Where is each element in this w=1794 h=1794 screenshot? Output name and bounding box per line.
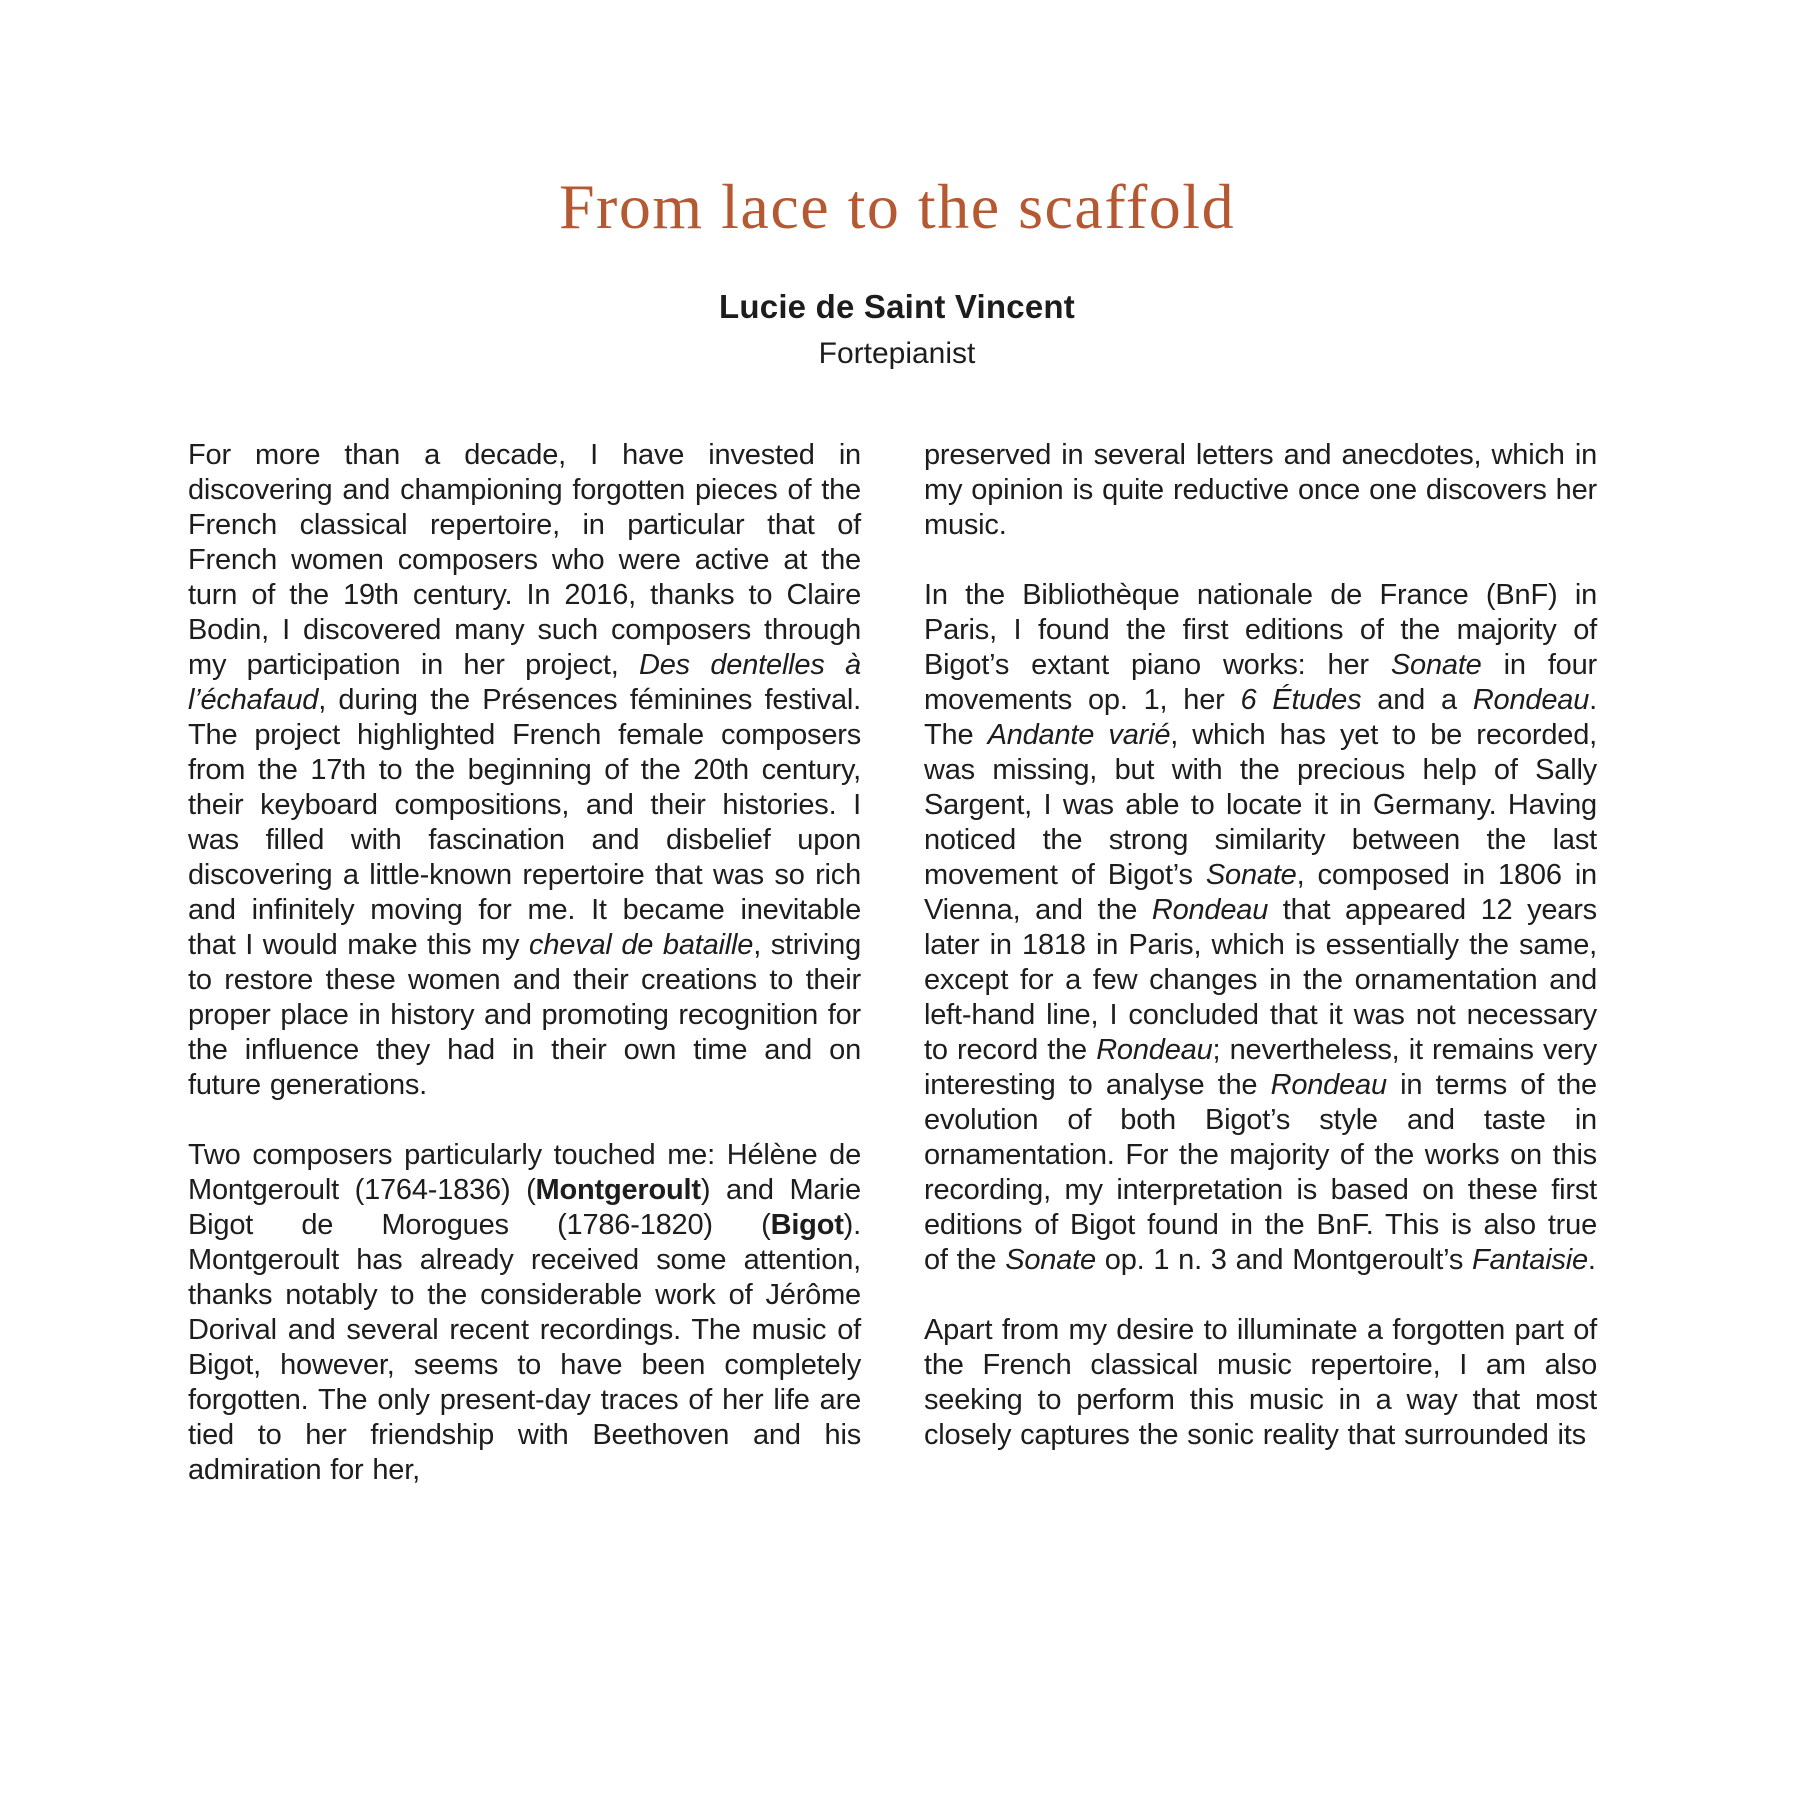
text-run: .: [1587, 1244, 1596, 1276]
text-run: Des dentelles à l’échafaud: [188, 649, 861, 716]
text-run: , during the Présences féminines festival. The project highlighted French female composers from the 17th to the beginning of the 20th century, their keyboard compositions, and their histories. I was filled with fascination and disbelief upon discovering a little-known repertoire that was so rich and infinitely moving for me. It became inevitable that I would make this my: [188, 684, 861, 961]
text-run: Montgeroult: [535, 1174, 701, 1206]
text-run: Sonate: [1205, 859, 1297, 891]
text-run: that appeared 12 years later in 1818 in Paris, which is essentially the same, except for a few changes in the ornamentation and left-hand line, I concluded that it was not necessary to record the: [924, 894, 1597, 1066]
text-run: preserved in several letters and anecdotes, which in my opinion is quite reductive once one discovers her music.: [924, 439, 1597, 541]
text-run: in four movements op. 1, her: [924, 649, 1597, 716]
text-run: Sonate: [1390, 649, 1482, 681]
text-run: 6 Études: [1240, 684, 1362, 716]
text-run: Rondeau: [1151, 894, 1269, 926]
text-run: , striving to restore these women and their creations to their proper place in history and promoting recognition for the influence they had in their own time and on future generations.: [188, 929, 862, 1101]
text-run: , composed in 1806 in Vienna, and the: [924, 859, 1597, 926]
text-run: op. 1 n. 3 and Montgeroult’s: [1095, 1244, 1473, 1276]
text-run: ; nevertheless, it remains very interesting to analyse the: [924, 1034, 1597, 1101]
text-run: Rondeau: [1096, 1034, 1213, 1066]
text-run: , which has yet to be recorded, was missing, but with the precious help of Sally Sargent, I was able to locate it in Germany. Having noticed the strong similarity between the last movement of Bigot’s: [924, 719, 1597, 891]
paragraph: [924, 438, 1597, 543]
text-run: Apart from my desire to illuminate a forgotten part of the French classical music repertoire, I am also seeking to perform this music in a way that most closely captures the sonic reality that surrounded its: [924, 1314, 1597, 1451]
text-run: ). Montgeroult has already received some attention, thanks notably to the considerable work of Jérôme Dorival and several recent recordings. The music of Bigot, however, seems to have been completely forgotten. The only present-day traces of her life are tied to her friendship with Beethoven and his admiration for her,: [188, 1209, 861, 1486]
author-role: Fortepianist: [818, 337, 976, 370]
text-run: cheval de bataille: [529, 929, 754, 961]
text-run: In the Bibliothèque nationale de France (BnF) in Paris, I found the first editions of the majority of Bigot’s extant piano works: her: [924, 579, 1597, 681]
text-run: Rondeau: [1270, 1069, 1387, 1101]
right-column: [924, 438, 1597, 1488]
text-run: Andante varié: [987, 719, 1171, 751]
author-name: Lucie de Saint Vincent: [719, 288, 1075, 325]
text-run: . The: [924, 684, 1597, 751]
paragraph: [188, 438, 861, 1103]
text-run: Bigot: [770, 1209, 844, 1241]
text-run: For more than a decade, I have invested in discovering and championing forgotten pieces of the French classical repertoire, in particular that of French women composers who were active at the turn of the 19th century. In 2016, thanks to Claire Bodin, I discovered many such composers through my participation in her project,: [188, 439, 861, 681]
text-run: and a: [1361, 684, 1473, 716]
text-run: ) and Marie Bigot de Morogues (1786-1820) (: [188, 1174, 861, 1241]
text-run: Two composers particularly touched me: Hélène de Montgeroult (1764-1836) (: [188, 1139, 861, 1206]
text-run: Fantaisie: [1472, 1244, 1588, 1276]
paragraph: [924, 1313, 1597, 1453]
text-run: in terms of the evolution of both Bigot’s style and taste in ornamentation. For the majority of the works on this recording, my interpretation is based on these first editions of Bigot found in the BnF. This is also true of the: [924, 1069, 1597, 1276]
page-title: From lace to the scaffold: [558, 171, 1236, 242]
text-run: Rondeau: [1472, 684, 1590, 716]
text-run: Sonate: [1005, 1244, 1096, 1276]
paragraph: [188, 1138, 861, 1488]
left-column: [188, 438, 861, 1488]
article-body: [188, 438, 1597, 1488]
paragraph: [924, 578, 1597, 1278]
